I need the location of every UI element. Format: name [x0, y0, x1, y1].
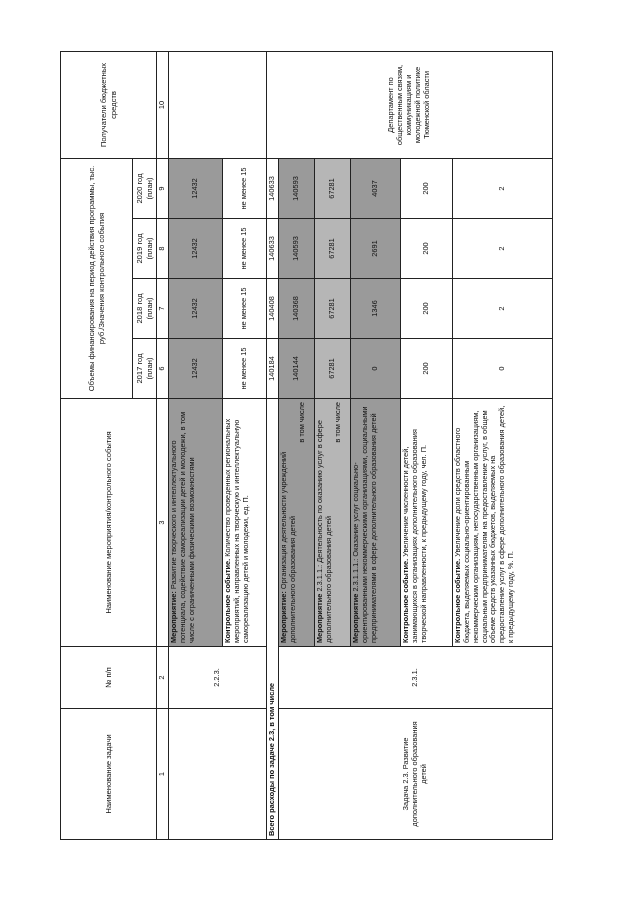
value-2019: не менее 15: [222, 219, 266, 279]
value-2018: 200: [400, 279, 452, 339]
header-year-2020: 2020 год (план): [133, 158, 157, 218]
row-text: [168, 399, 222, 647]
colnum-3: 3: [157, 399, 169, 647]
value-2018: 140368: [278, 279, 314, 339]
row-description: 2.3.1.1.1.: Оказание услуг социально-ориентированными некоммерческими организациями, социальными предпринимателями в сфере дополнительного образования детей: [350, 406, 378, 643]
row-description: Организация деятельности учреждений дополнительного образования детей: [278, 451, 297, 643]
value-2019: 140633: [266, 219, 278, 279]
value-2020: не менее 15: [222, 158, 266, 218]
table-row: [168, 51, 222, 839]
value-2018: 12432: [168, 279, 222, 339]
row-label: Мероприятие:: [278, 591, 288, 643]
row-label: Контрольное событие.: [400, 558, 410, 643]
header-event: Наименование мероприятия/контрольного события: [61, 399, 157, 647]
header-task: Наименование задачи: [61, 709, 157, 840]
header-num: № п/п: [61, 647, 157, 709]
value-2018: 67281: [314, 279, 350, 339]
header-recipient: Получатели бюджетных средств: [61, 51, 157, 158]
value-2019: 67281: [314, 219, 350, 279]
value-2017: 140144: [278, 339, 314, 399]
value-2019: 12432: [168, 219, 222, 279]
row-note: в том числе: [296, 402, 306, 443]
value-2017: 12432: [168, 339, 222, 399]
row-label: Мероприятие: [314, 593, 324, 643]
value-2017: 0: [452, 339, 552, 399]
empty-task-cell: [168, 709, 266, 840]
recipient-cell: Департамент по общественным связям, коммуникациям и молодежной политике Тюменской области: [266, 51, 552, 158]
value-2018: 1346: [350, 279, 400, 339]
value-2017: 200: [400, 339, 452, 399]
value-2019: 200: [400, 219, 452, 279]
value-2020: 4037: [350, 158, 400, 218]
value-2020: 2: [452, 158, 552, 218]
row-description: 2.3.1.1.: Деятельность по оказанию услуг в сфере дополнительного образования детей: [314, 419, 333, 643]
row-label: Всего расходы по задаче 2.3, в том числе: [266, 682, 276, 836]
row-text: [350, 399, 400, 647]
program-table: [60, 51, 553, 840]
row-text: [400, 399, 452, 647]
row-text: [452, 399, 552, 647]
table-row-total: [266, 51, 278, 839]
value-2017: 67281: [314, 339, 350, 399]
row-description: Количество проведенных региональных мероприятий, направленных на творческую и интеллектуальную самореализацию детей и молодежи, ед. П.: [222, 418, 250, 643]
value-2017: не менее 15: [222, 339, 266, 399]
row-text: [278, 399, 314, 647]
colnum-1: 1: [157, 709, 169, 840]
value-2017: 140184: [266, 339, 278, 399]
value-2017: 0: [350, 339, 400, 399]
value-2019: 140593: [278, 219, 314, 279]
row-label: Мероприятие: [350, 593, 360, 643]
row-description: Увеличение доли средств областного бюджета, выделяемых социально-ориентированным некоммерческим организациям, негосударственным организациям, социальным предпринимателям на предоставление услуг, в общем объеме средств указанных бюджетов, выделяемых на предоставление услуг в сфере дополнительного образования детей, к предыдущему году, %. П.: [452, 405, 516, 643]
row-note: в том числе: [332, 402, 342, 443]
value-2020: 140633: [266, 158, 278, 218]
colnum-10: 10: [157, 51, 169, 158]
value-2018: 140408: [266, 279, 278, 339]
table-row: [278, 51, 314, 839]
row-label: Контрольное событие.: [222, 558, 232, 643]
value-2020: 140593: [278, 158, 314, 218]
empty-recipient-cell: [168, 51, 266, 158]
colnum-9: 9: [157, 158, 169, 218]
row-label: Контрольное событие.: [452, 558, 462, 643]
colnum-7: 7: [157, 279, 169, 339]
value-2018: 2: [452, 279, 552, 339]
header-year-2017: 2017 год (план): [133, 339, 157, 399]
row-description: Развитие творческого и интеллектуального потенциала, содействие самореализации детей и молодежи, в том числе с ограниченными физическими возможностями: [168, 411, 196, 643]
row-number: 2.2.3.: [168, 647, 266, 709]
row-text: [266, 399, 278, 840]
row-description: Увеличение численности детей, занимающихся в организациях дополнительного образования творческой направленности, к предыдущему году, чел. П.: [400, 429, 428, 643]
value-2019: 2691: [350, 219, 400, 279]
value-2020: 67281: [314, 158, 350, 218]
value-2020: 200: [400, 158, 452, 218]
row-number: 2.3.1.: [278, 647, 552, 709]
task-cell: Задача 2.3. Развитие дополнительного образования детей: [278, 709, 552, 840]
value-2018: не менее 15: [222, 279, 266, 339]
row-text: [222, 399, 266, 647]
colnum-6: 6: [157, 339, 169, 399]
row-text: [314, 399, 350, 647]
value-2020: 12432: [168, 158, 222, 218]
value-2019: 2: [452, 219, 552, 279]
colnum-8: 8: [157, 219, 169, 279]
header-year-2019: 2019 год (план): [133, 219, 157, 279]
header-finance: Объемы финансирования на период действия программы, тыс. руб./Значения контрольного события: [61, 158, 133, 398]
colnum-2: 2: [157, 647, 169, 709]
header-year-2018: 2018 год (план): [133, 279, 157, 339]
row-label: Мероприятие:: [168, 591, 178, 643]
